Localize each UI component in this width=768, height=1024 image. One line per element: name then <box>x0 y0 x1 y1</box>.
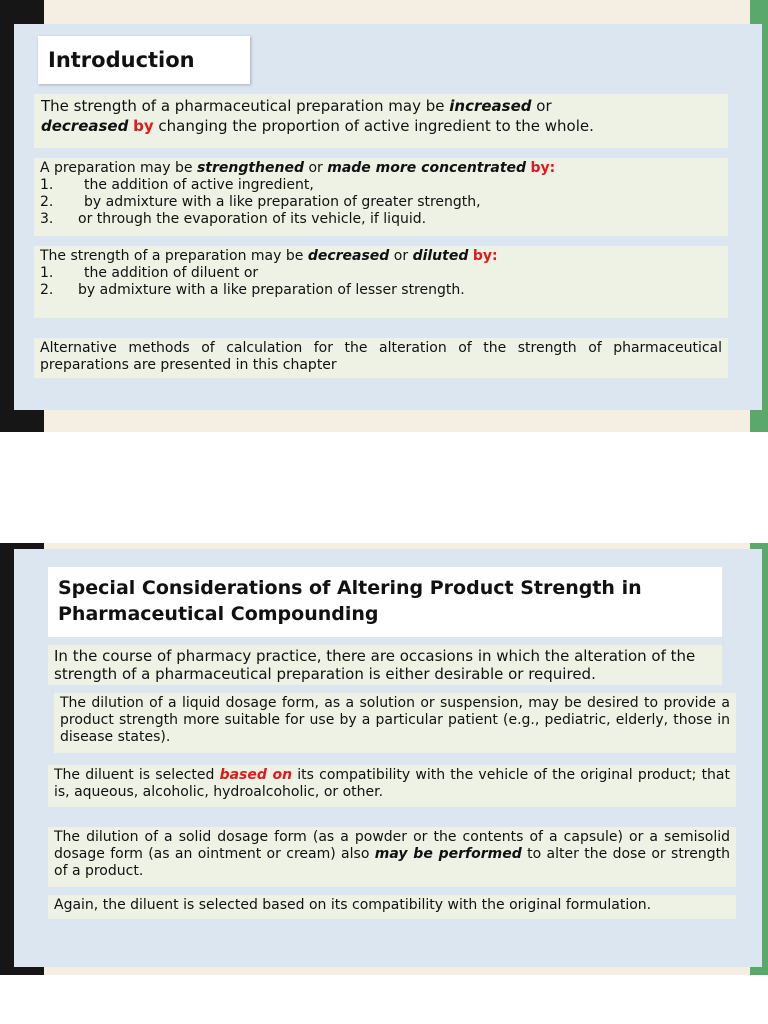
text-box-again-diluent: Again, the diluent is selected based on its compatibility with the original formulation. <box>48 895 736 919</box>
slide-introduction <box>0 0 768 432</box>
list-item: 1. the addition of diluent or <box>40 265 259 281</box>
text-box-strength-intro: The strength of a pharmaceutical preparation may be increased or decreased by changing the proportion of active ingredient to the whole. <box>34 94 728 148</box>
content-panel <box>14 24 762 410</box>
text-box-decreased: The strength of a preparation may be decreased or diluted by: 1. the addition of diluent or 2. by admixture with a like preparation of lesser strength. <box>34 246 728 318</box>
slide-title: Special Considerations of Altering Product Strength in Pharmaceutical Compounding <box>48 567 722 637</box>
text-box-occasions: In the course of pharmacy practice, there are occasions in which the alteration of the strength of a pharmaceutical preparation is either desirable or required. <box>48 645 722 685</box>
list-item: 2. by admixture with a like preparation of greater strength, <box>40 194 481 210</box>
list-item: 1. the addition of active ingredient, <box>40 177 314 193</box>
text-box-alternative-methods: Alternative methods of calculation for the alteration of the strength of pharmaceutical preparations are presented in this chapter <box>34 338 728 378</box>
text-box-solid-dilution: The dilution of a solid dosage form (as a powder or the contents of a capsule) or a semisolid dosage form (as an ointment or cream) also may be performed to alter the dose or strength of a product. <box>48 827 736 887</box>
slide-special-considerations <box>0 543 768 975</box>
slide-title: Introduction <box>38 36 250 84</box>
content-panel <box>14 549 762 967</box>
text-box-diluent-selection: The diluent is selected based on its compatibility with the vehicle of the original product; that is, aqueous, alcoholic, hydroalcoholic, or other. <box>48 765 736 807</box>
list-item: 2. by admixture with a like preparation of lesser strength. <box>40 282 465 298</box>
list-item: 3. or through the evaporation of its vehicle, if liquid. <box>40 211 427 227</box>
text-box-liquid-dilution: The dilution of a liquid dosage form, as a solution or suspension, may be desired to provide a product strength more suitable for use by a particular patient (e.g., pediatric, elderly, those in disease states). <box>54 693 736 753</box>
text-box-strengthened: A preparation may be strengthened or made more concentrated by: 1. the addition of active ingredient, 2. by admixture with a like preparation of greater strength, 3. or through the evaporation of its vehicle, if liquid. <box>34 158 728 236</box>
